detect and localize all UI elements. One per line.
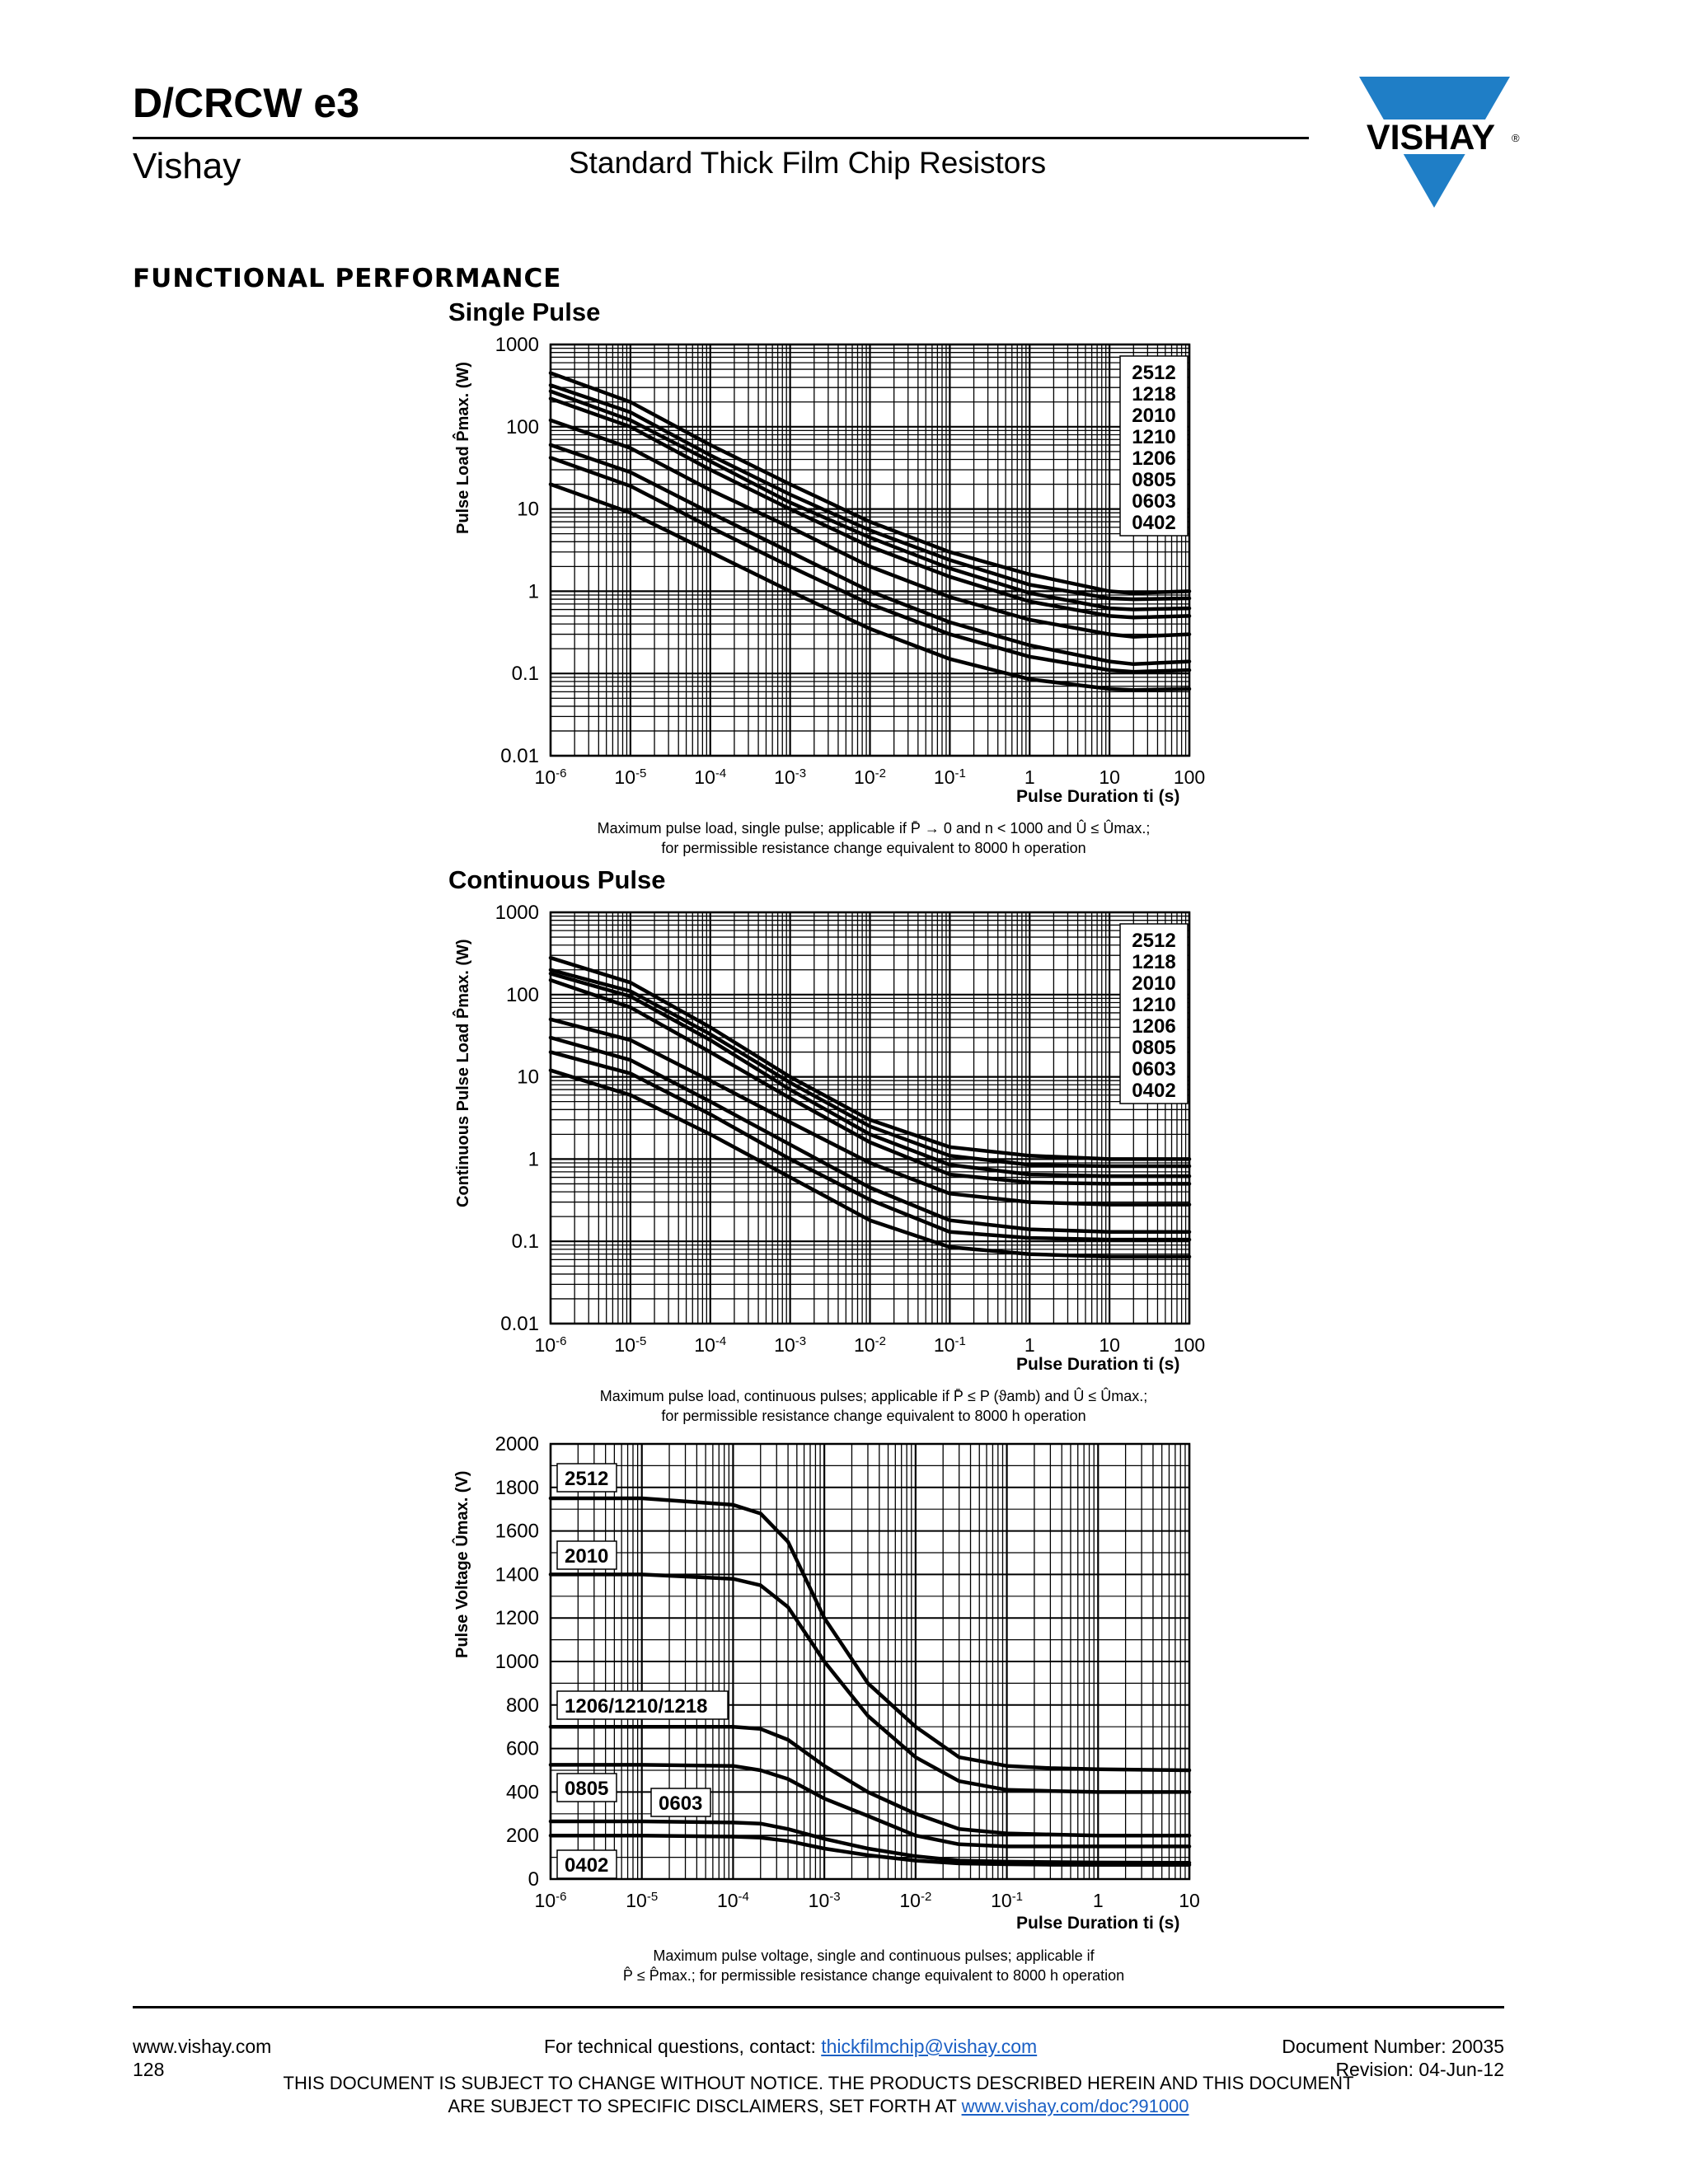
footer-contact <box>544 2036 1037 2059</box>
chart2-ylabel: Continuous Pulse Load P̂max. (W) <box>454 939 472 1207</box>
chart1-legend-entry: 2010 <box>1132 405 1176 427</box>
chart1-xtick-label: 100 <box>1173 766 1206 788</box>
chart2-caption-line2: for permissible resistance change equivalent to 8000 h operation <box>661 1408 1086 1424</box>
chart2-legend-entry: 1218 <box>1132 951 1176 973</box>
chart1-title: Single Pulse <box>448 298 601 326</box>
chart3-series-label: 1206/1210/1218 <box>565 1695 708 1718</box>
chart1-xlabel: Pulse Duration ti (s) <box>1016 787 1180 806</box>
chart2-xtick-label: 100 <box>1173 1334 1206 1356</box>
chart3-xtick-label: 10 <box>1179 1890 1200 1911</box>
chart3-ytick-label: 0 <box>528 1868 539 1891</box>
footer-contact-email-link[interactable]: thickfilmchip@vishay.com <box>821 2036 1038 2057</box>
chart1-xtick-label: 1 <box>1024 766 1035 788</box>
chart1-xtick-label: $10^{-2}$ <box>854 766 886 788</box>
footer-page-number: 128 <box>133 2059 165 2080</box>
chart2-legend-entry: 2010 <box>1132 972 1176 995</box>
disclaimer-line1: THIS DOCUMENT IS SUBJECT TO CHANGE WITHOUT NOTICE. THE PRODUCTS DESCRIBED HEREIN AND THIS DOCUMENT <box>283 2073 1354 2093</box>
chart2-legend-entry: 0805 <box>1132 1037 1176 1059</box>
footer-website[interactable]: www.vishay.com <box>133 2036 272 2057</box>
chart2-xtick-label: $10^{-1}$ <box>933 1333 966 1356</box>
chart1-ytick-label: 0.1 <box>511 663 539 686</box>
chart3-xtick-label: 1 <box>1092 1890 1104 1911</box>
chart1-ytick-label: 1 <box>528 580 539 603</box>
footer-revision: Revision: 04-Jun-12 <box>1335 2059 1504 2080</box>
chart1-xtick-label: 10 <box>1099 766 1120 788</box>
chart1-legend-entry: 0805 <box>1132 469 1176 491</box>
registered-mark: ® <box>1512 132 1520 144</box>
chart1-legend-entry: 1218 <box>1132 383 1176 405</box>
chart2-legend-entry: 2512 <box>1132 930 1176 952</box>
chart1-legend-entry: 1210 <box>1132 426 1176 448</box>
disclaimer-line2-prefix: ARE SUBJECT TO SPECIFIC DISCLAIMERS, SET FORTH AT <box>448 2096 957 2116</box>
chart2-legend-entry: 0603 <box>1132 1058 1176 1080</box>
chart1-xtick-label: $10^{-3}$ <box>774 766 807 788</box>
chart1-ytick-label: 0.01 <box>500 745 539 767</box>
disclaimer-line2 <box>133 2095 1504 2118</box>
chart1-ylabel: Pulse Load P̂max. (W) <box>454 362 472 534</box>
document-title: D/CRCW e3 <box>133 80 360 126</box>
chart2-ytick-label: 10 <box>517 1066 539 1089</box>
chart3-ytick-label: 1400 <box>495 1563 539 1586</box>
chart2-legend-entry: 1206 <box>1132 1015 1176 1038</box>
chart1-xtick-label: $10^{-4}$ <box>694 766 727 788</box>
document-subtitle: Standard Thick Film Chip Resistors <box>569 146 1047 180</box>
logo-text: VISHAY <box>1366 118 1496 157</box>
chart2-xtick-label: $10^{-6}$ <box>534 1333 567 1356</box>
chart2-ytick-label: 1 <box>528 1148 539 1171</box>
chart3-ytick-label: 400 <box>505 1781 539 1804</box>
chart3-series-label: 2010 <box>565 1545 609 1568</box>
footer-document-number: Document Number: 20035 <box>1282 2036 1504 2057</box>
chart2-xtick-label: $10^{-3}$ <box>774 1333 807 1356</box>
chart3-xlabel: Pulse Duration ti (s) <box>1016 1914 1180 1933</box>
chart1-ytick-label: 10 <box>517 498 539 521</box>
chart1-legend-entry: 0402 <box>1132 512 1176 534</box>
chart2-xtick-label: $10^{-2}$ <box>854 1333 886 1356</box>
chart3-ytick-label: 2000 <box>495 1433 539 1455</box>
chart1-caption-line1: Maximum pulse load, single pulse; applicable if P̄ → 0 and n < 1000 and Û ≤ Ûmax.; <box>597 820 1151 837</box>
chart3-caption-line1: Maximum pulse voltage, single and continuous pulses; applicable if <box>653 1947 1095 1964</box>
chart3-series-label: 0603 <box>659 1793 703 1815</box>
chart2-legend-entry: 1210 <box>1132 994 1176 1016</box>
chart1-xtick-label: $10^{-6}$ <box>534 766 567 788</box>
chart3-ytick-label: 1200 <box>495 1607 539 1630</box>
chart3-ytick-label: 1800 <box>495 1476 539 1499</box>
chart3-ytick-label: 1600 <box>495 1520 539 1543</box>
section-heading: FUNCTIONAL PERFORMANCE <box>133 264 562 293</box>
chart3-ytick-label: 600 <box>505 1737 539 1760</box>
chart1-ytick-label: 1000 <box>495 334 539 356</box>
chart3-plot <box>551 1444 1189 1879</box>
chart1-xtick-label: $10^{-1}$ <box>933 766 966 788</box>
chart3-series-label: 0805 <box>565 1778 609 1800</box>
chart2-title: Continuous Pulse <box>448 865 666 894</box>
chart1-caption-line2: for permissible resistance change equivalent to 8000 h operation <box>661 840 1086 856</box>
chart3-series-label: 2512 <box>565 1468 609 1490</box>
chart3-xtick-label: $10^{-4}$ <box>716 1889 749 1911</box>
chart2-caption-line1: Maximum pulse load, continuous pulses; applicable if P̄ ≤ P (ϑamb) and Û ≤ Ûmax.; <box>599 1388 1148 1404</box>
chart3-xtick-label: $10^{-5}$ <box>626 1889 659 1911</box>
chart3-xtick-label: $10^{-6}$ <box>534 1889 567 1911</box>
chart2-xlabel: Pulse Duration ti (s) <box>1016 1355 1180 1374</box>
chart3-ytick-label: 800 <box>505 1694 539 1717</box>
chart1-ytick-label: 100 <box>505 415 539 438</box>
chart1-legend-entry: 0603 <box>1132 490 1176 513</box>
chart3-ytick-label: 200 <box>505 1825 539 1848</box>
chart3-xtick-label: $10^{-1}$ <box>991 1889 1024 1911</box>
chart3-series-label: 0402 <box>565 1854 609 1877</box>
chart3-caption-line2: P̂ ≤ P̂max.; for permissible resistance change equivalent to 8000 h operation <box>622 1967 1125 1984</box>
brand-name: Vishay <box>133 146 241 186</box>
footer-disclaimer <box>133 2072 1504 2118</box>
chart3-ytick-label: 1000 <box>495 1651 539 1673</box>
chart3-grid <box>551 1444 1189 1879</box>
chart3-ylabel: Pulse Voltage Ûmax. (V) <box>453 1470 471 1658</box>
chart2-xtick-label: $10^{-4}$ <box>694 1333 727 1356</box>
chart3-xtick-label: $10^{-3}$ <box>808 1889 841 1911</box>
disclaimer-link[interactable]: www.vishay.com/doc?91000 <box>961 2096 1189 2116</box>
footer-contact-prefix: For technical questions, contact: <box>544 2036 816 2057</box>
chart3-xtick-label: $10^{-2}$ <box>899 1889 932 1911</box>
chart2-xtick-label: 10 <box>1099 1334 1120 1356</box>
chart2-ytick-label: 0.01 <box>500 1313 539 1335</box>
chart2-xtick-label: $10^{-5}$ <box>614 1333 647 1356</box>
footer-rule <box>133 2006 1504 2008</box>
chart1-xtick-label: $10^{-5}$ <box>614 766 647 788</box>
chart2-ytick-label: 1000 <box>495 902 539 924</box>
chart2-xtick-label: 1 <box>1024 1334 1035 1356</box>
chart1-legend-entry: 2512 <box>1132 362 1176 384</box>
chart2-ytick-label: 0.1 <box>511 1230 539 1254</box>
chart2-legend-entry: 0402 <box>1132 1080 1176 1102</box>
chart2-ytick-label: 100 <box>505 983 539 1006</box>
chart1-legend-entry: 1206 <box>1132 448 1176 470</box>
